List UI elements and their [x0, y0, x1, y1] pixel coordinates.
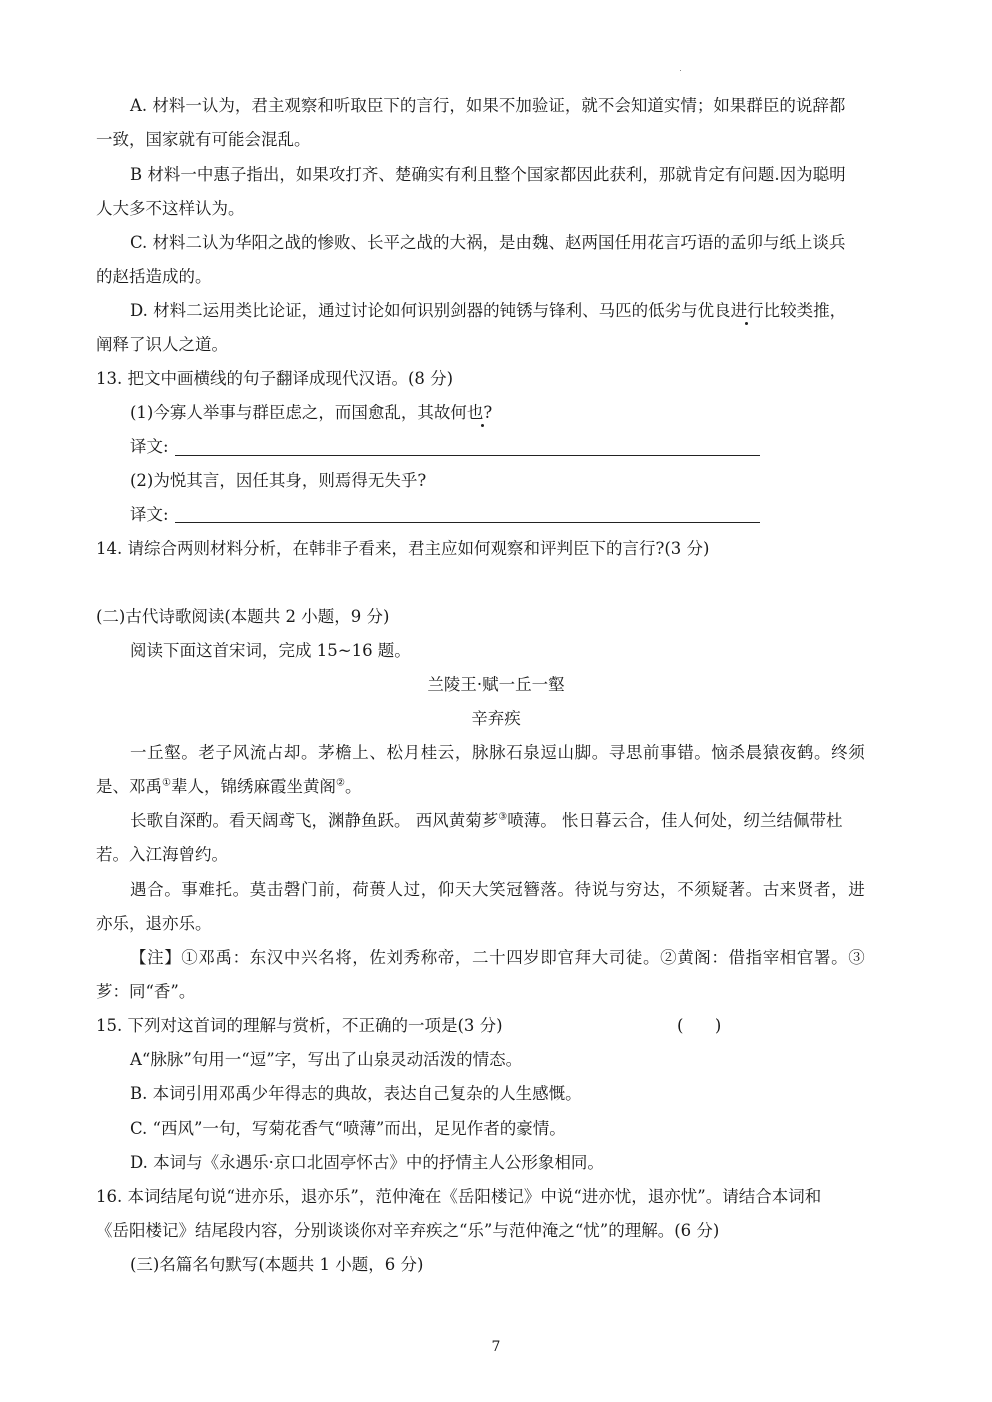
poem-para1-line1: 一丘壑。老子风流占却。茅檐上、松月桂云，脉脉石泉逗山脚。寻思前事错。恼杀晨猿夜鹤。终须: [130, 743, 866, 762]
q13-sentence-1: (1)今寡人举事与群臣虑之，而国愈乱，其故何也?: [130, 403, 493, 422]
q15-option-c: C. “西风”一句，写菊花香气“喷薄”而出，足见作者的豪情。: [130, 1119, 566, 1138]
q16-line1: 16. 本词结尾句说“进亦乐，退亦乐”，范仲淹在《岳阳楼记》中说“进亦忧，退亦忧”。请结合本词和: [96, 1187, 822, 1206]
q15-title: 15. 下列对这首词的理解与赏析，不正确的一项是(3 分): [96, 1016, 503, 1035]
poem-author: 辛弃疾: [471, 709, 521, 728]
q13-title: 13. 把文中画横线的句子翻译成现代汉语。(8 分): [96, 369, 454, 388]
poem-para2-line2: 若。入江海曾约。: [96, 845, 228, 864]
emphasis-dot: [745, 322, 748, 325]
q13-answer-line-1[interactable]: [175, 455, 760, 456]
q15-answer-blank[interactable]: ( ): [677, 1016, 722, 1035]
q13-answer-line-2[interactable]: [175, 522, 760, 523]
q15-option-a: A“脉脉”句用一“逗”字，写出了山泉灵动活泼的情态。: [130, 1050, 523, 1069]
option-b-line2: 人大多不这样认为。: [96, 199, 245, 218]
option-b-line1: B 材料一中惠子指出，如果攻打齐、楚确实有利且整个国家都因此获利，那就肯定有问题.因为聪明: [130, 165, 846, 184]
poem-note-line2: 芗：同“香”。: [96, 982, 196, 1001]
option-c-line1: C. 材料二认为华阳之战的惨败、长平之战的大祸，是由魏、赵两国任用花言巧语的孟卯与纸上谈兵: [130, 233, 846, 252]
emphasis-dot: [481, 424, 484, 427]
q15-option-d: D. 本词与《永遇乐·京口北固亭怀古》中的抒情主人公形象相同。: [130, 1153, 604, 1172]
q13-sentence-2: (2)为悦其言，因任其身，则焉得无失乎?: [130, 471, 427, 490]
q13-answer-label-1: 译文:: [130, 437, 169, 456]
poem-note-line1: 【注】①邓禹：东汉中兴名将，佐刘秀称帝，二十四岁即官拜大司徒。②黄阁：借指宰相官署。③: [130, 948, 866, 967]
option-d-line1: D. 材料二运用类比论证，通过讨论如何识别剑器的钝锈与锋利、马匹的低劣与优良进行比较类推，: [130, 301, 847, 320]
q14-title: 14. 请综合两则材料分析，在韩非子看来，君主应如何观察和评判臣下的言行?(3 分): [96, 539, 710, 558]
option-c-line2: 的赵括造成的。: [96, 267, 212, 286]
section2-heading: (二)古代诗歌阅读(本题共 2 小题，9 分): [96, 607, 390, 626]
option-d-line2: 阐释了识人之道。: [96, 335, 228, 354]
q13-answer-label-2: 译文:: [130, 505, 169, 524]
option-a-line2: 一致，国家就有可能会混乱。: [96, 130, 311, 149]
poem-para1-line2: 是、邓禹①辈人，锦绣麻霞坐黄阁②。: [96, 777, 362, 796]
section2-intro: 阅读下面这首宋词，完成 15~16 题。: [130, 641, 411, 660]
poem-para2-line1: 长歌自深酌。看天阔鸢飞，渊静鱼跃。 西风黄菊芗③喷薄。 怅日暮云合，佳人何处，纫兰结佩带杜: [130, 811, 843, 830]
scan-speck: [680, 70, 681, 71]
option-a-line1: A. 材料一认为，君主观察和听取臣下的言行，如果不加验证，就不会知道实情；如果群臣的说辞都: [130, 96, 846, 115]
q15-option-b: B. 本词引用邓禹少年得志的典故，表达自己复杂的人生感慨。: [130, 1084, 582, 1103]
section3-heading: (三)名篇名句默写(本题共 1 小题，6 分): [130, 1255, 424, 1274]
poem-title: 兰陵王·赋一丘一壑: [427, 675, 565, 694]
page-number: 7: [491, 1339, 501, 1355]
poem-para3-line1: 遇合。事难托。莫击磬门前，荷蒉人过，仰天大笑冠簪落。待说与穷达，不须疑著。古来贤者，进: [130, 880, 866, 899]
q16-line2: 《岳阳楼记》结尾段内容，分别谈谈你对辛弃疾之“乐”与范仲淹之“忧”的理解。(6 分): [96, 1221, 720, 1240]
poem-para3-line2: 亦乐，退亦乐。: [96, 914, 212, 933]
